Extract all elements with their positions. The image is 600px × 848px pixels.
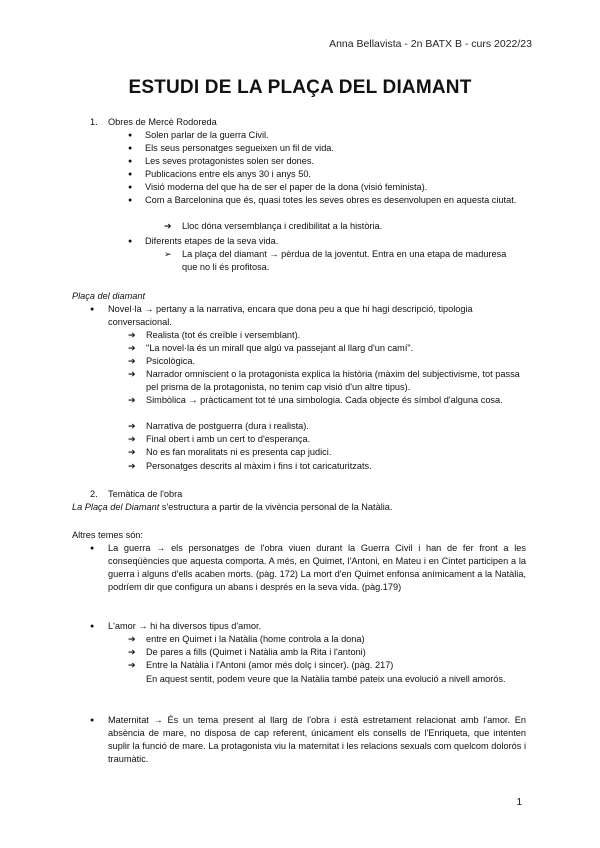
sub-list-item: Personatges descrits al màxim i fins i tot caricaturitzats. [146,461,372,471]
list-item: Publicacions entre els anys 30 i anys 50. [145,169,311,179]
section2-number: 2. [90,489,98,499]
bullet-dot: ● [128,184,133,191]
sub-list-item: Simbòlica → pràcticament tot té una simbologia. Cada objecte és símbol d'alguna cosa. [146,395,503,405]
sub-list-item: Narrativa de postguerra (dura i realista). [146,421,309,431]
book-title: La Plaça del Diamant [72,502,160,512]
sub-list-item: La plaça del diamant → pèrdua de la joventut. Entra en una etapa de maduresa que no li és profitosa. [182,249,507,272]
arrow-icon: ➔ [128,343,136,353]
arrow-icon: ➔ [128,421,136,431]
bullet-dot: ● [90,623,95,630]
page-title: ESTUDI DE LA PLAÇA DEL DIAMANT [128,77,472,98]
list-item: Les seves protagonistes solen ser dones. [145,156,315,166]
sub-list-item: Lloc dóna versemblança i credibilitat a la història. [182,221,383,231]
sub-list-item: No es fan moralitats ni es presenta cap judici. [146,447,332,457]
bullet-dot: ● [90,545,95,552]
list-item: Diferents etapes de la seva vida. [145,236,279,246]
arrow-icon: ➔ [128,356,136,366]
arrow-icon: ➔ [128,330,136,340]
sub-list-item: Narrador omniscient o la protagonista explica la història (màxim del subjectivisme, tot passa pel prisma de la protagonista, no tenim cap visió d'un altre tipus). [146,369,520,392]
bullet-dot: ● [128,132,133,139]
bullet-dot: ● [90,306,95,313]
list-item: Novel·la → pertany a la narrativa, encara que dona peu a que hi hagi descripció, tipologia conversacional. [108,304,473,327]
sub-list-item: entre en Quimet i la Natàlia (home controla a la dona) [146,634,365,644]
theme-war: La guerra → els personatges de l'obra viuen durant la Guerra Civil i han de fer front a les conseqüències que aquesta comporta. A més, en Quimet, l'Antoni, en Mateu i en Cintet participen a la guerra i alguns d'ells acaben morts. (pàg. 172) La mort d'en Quimet enfonsa anímicament a la Natàlia, podríem dir que configura un abans i després en la seva vida. (pàg.179) [108,543,526,592]
list-item: Solen parlar de la guerra Civil. [145,130,269,140]
page-header: Anna Bellavista - 2n BATX B - curs 2022/23 [329,38,532,50]
other-themes-label: Altres temes són: [72,530,143,540]
bullet-dot: ● [128,171,133,178]
arrow-icon: ➔ [128,447,136,457]
sub-list-item: Realista (tot és creïble i versemblant). [146,330,301,340]
intro-text: s'estructura a partir de la vivència personal de la Natàlia. [159,502,393,512]
arrow-icon: ➔ [128,395,136,405]
list-item: Els seus personatges segueixen un fil de vida. [145,143,334,153]
arrowhead-icon: ➢ [164,249,172,259]
arrow-icon: ➔ [128,660,136,670]
section1-heading: Obres de Mercè Rodoreda [108,117,217,127]
list-item: Com a Barcelonina que és, quasi totes les seves obres es desenvolupen en aquesta ciutat. [145,195,517,205]
love-note: En aquest sentit, podem veure que la Natàlia també pateix una evolució a nivell amorós. [146,674,506,684]
arrow-icon: ➔ [128,434,136,444]
sub-list-item: "La novel·la és un mirall que algú va passejant al llarg d'un camí". [146,343,414,353]
bullet-dot: ● [128,158,133,165]
bullet-dot: ● [128,238,133,245]
arrow-icon: ➔ [164,221,172,231]
sub-list-item: De pares a fills (Quimet i Natàlia amb la Rita i l'antoni) [146,647,366,657]
section1-number: 1. [90,117,98,127]
theme-maternity: Maternitat → És un tema present al llarg de l'obra i està estretament relacionat amb l'amor. En absència de mare, no disposa de cap referent, únicament els consells de l'Enriqueta, que intenten suplir la funció de mare. La protagonista viu la maternitat i les relacions sexuals com quelcom dolorós i traumàtic. [108,715,526,764]
sub-list-item: Final obert i amb un cert to d'esperança. [146,434,311,444]
page-number: 1 [516,797,522,808]
sub-list-item: Psicològica. [146,356,196,366]
subsection-heading: Plaça del diamant [72,291,146,301]
arrow-icon: ➔ [128,647,136,657]
arrow-icon: ➔ [128,634,136,644]
bullet-dot: ● [128,145,133,152]
theme-love: L'amor → hi ha diversos tipus d'amor. [108,621,262,631]
bullet-dot: ● [90,717,95,724]
section2-heading: Temàtica de l'obra [108,489,183,499]
bullet-dot: ● [128,197,133,204]
arrow-icon: ➔ [128,461,136,471]
sub-list-item: Entre la Natàlia i l'Antoni (amor més dolç i sincer). (pàg. 217) [146,660,394,670]
arrow-icon: ➔ [128,369,136,379]
section2-intro [72,501,528,514]
list-item: Visió moderna del que ha de ser el paper de la dona (visió feminista). [145,182,428,192]
